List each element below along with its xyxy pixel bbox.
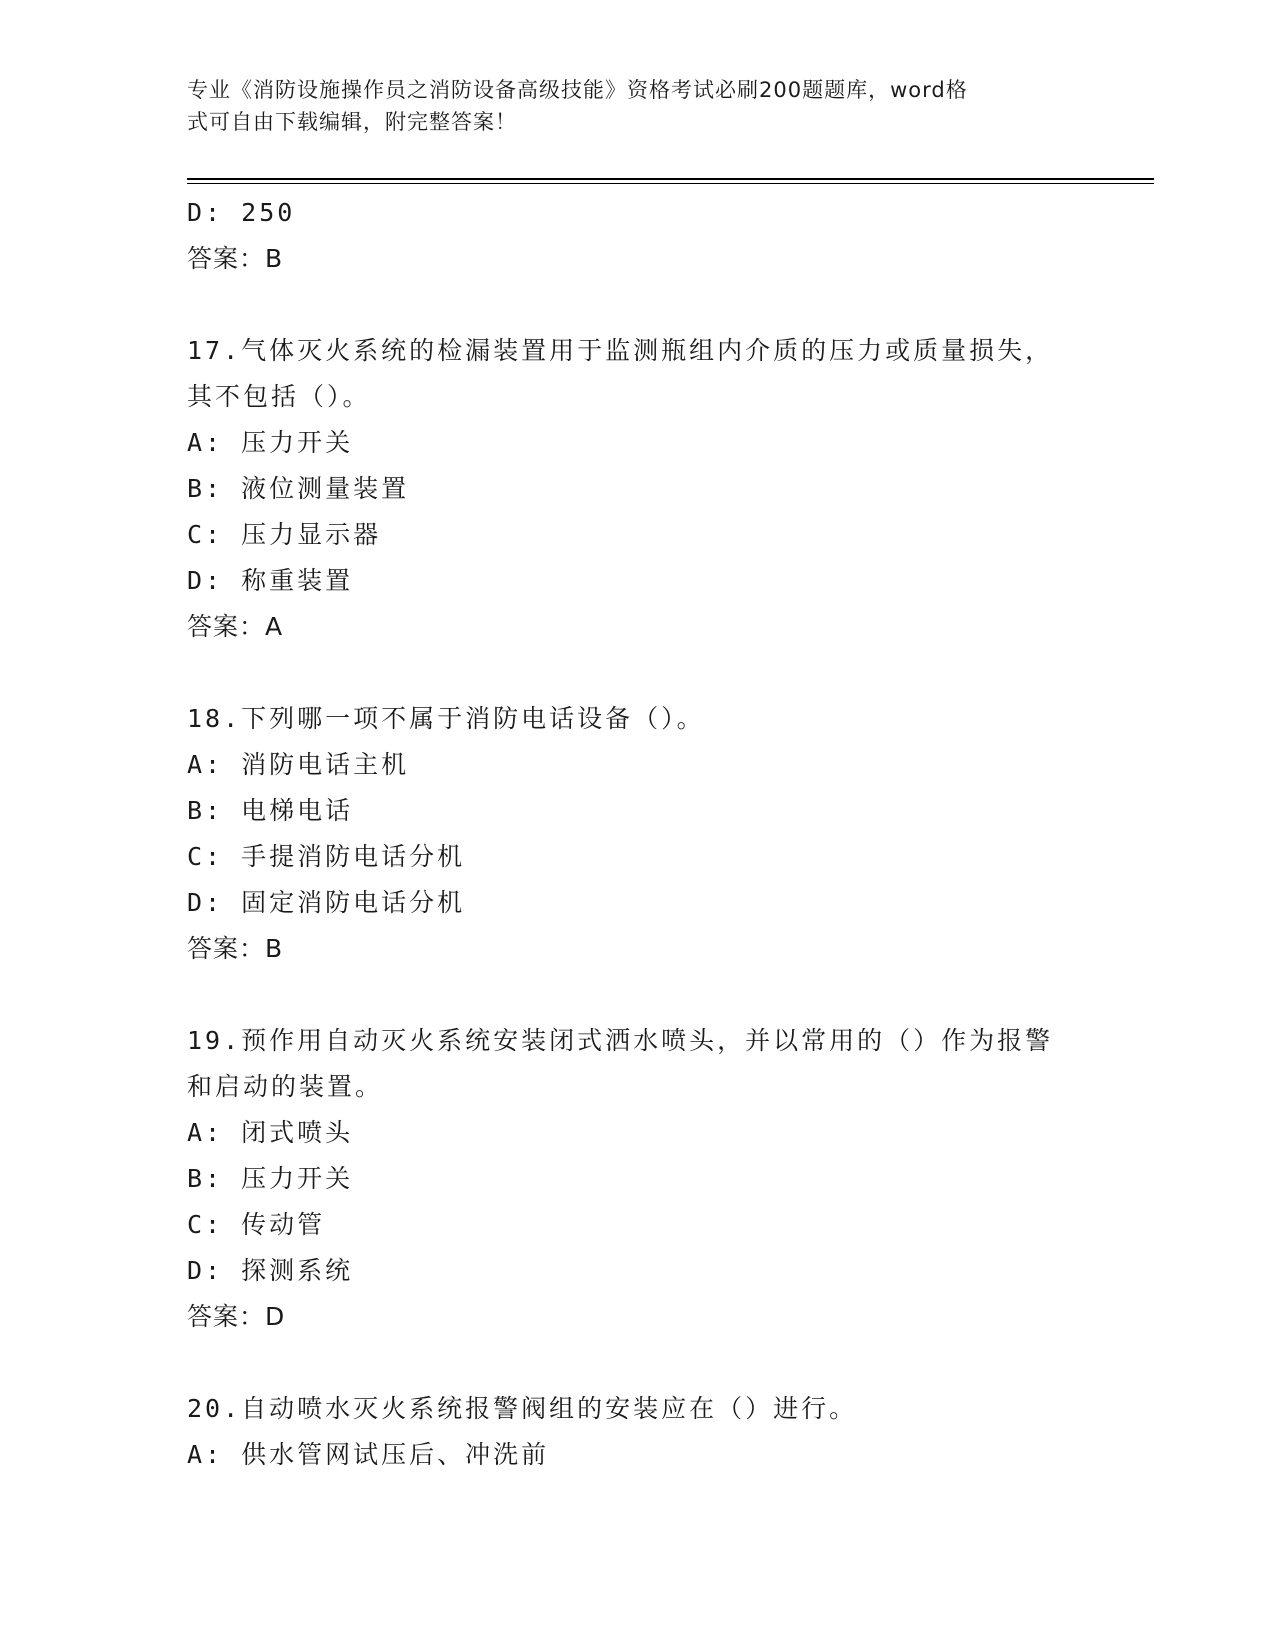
answer: 答案：B [187,934,284,963]
header-line-1: 专业《消防设施操作员之消防设备高级技能》资格考试必刷200题题库，word格 [187,78,968,102]
option-b: B: 压力开关 [187,1164,354,1193]
option-a: A: 压力开关 [187,428,354,457]
option-b: B: 液位测量装置 [187,474,410,503]
option-b: B: 电梯电话 [187,796,354,825]
answer: 答案：D [187,1302,286,1331]
option-d: D: 探测系统 [187,1256,354,1285]
question-stem: 19.预作用自动灭火系统安装闭式洒水喷头，并以常用的（）作为报警 [187,1026,1054,1055]
header-line-2: 式可自由下载编辑，附完整答案！ [187,110,517,134]
spacer [187,282,1117,328]
option-c: C: 传动管 [187,1210,326,1239]
question-stem: 18.下列哪一项不属于消防电话设备（）。 [187,704,705,733]
header-divider-thick [187,178,1154,180]
option-c: C: 压力显示器 [187,520,382,549]
option-d: D: 称重装置 [187,566,354,595]
question-stem-continued: 其不包括（）。 [187,382,371,411]
spacer [187,650,1117,696]
question-17 [187,328,1117,650]
question-stem: 17.气体灭火系统的检漏装置用于监测瓶组内介质的压力或质量损失， [187,336,1054,365]
spacer [187,972,1117,1018]
question-stem-continued: 和启动的装置。 [187,1072,384,1101]
answer: 答案：A [187,612,284,641]
document-header [187,74,1067,138]
question-20 [187,1386,1117,1478]
spacer [187,1340,1117,1386]
option-a: A: 供水管网试压后、冲洗前 [187,1440,550,1469]
header-divider-thin [187,183,1154,184]
prev-question-answer: 答案：B [187,244,284,273]
question-18 [187,696,1117,972]
question-19 [187,1018,1117,1340]
option-a: A: 消防电话主机 [187,750,410,779]
question-stem: 20.自动喷水灭火系统报警阀组的安装应在（）进行。 [187,1394,858,1423]
option-a: A: 闭式喷头 [187,1118,354,1147]
option-d: D: 固定消防电话分机 [187,888,466,917]
prev-question-option-d: D: 250 [187,198,296,227]
option-c: C: 手提消防电话分机 [187,842,466,871]
question-content [187,190,1117,1478]
